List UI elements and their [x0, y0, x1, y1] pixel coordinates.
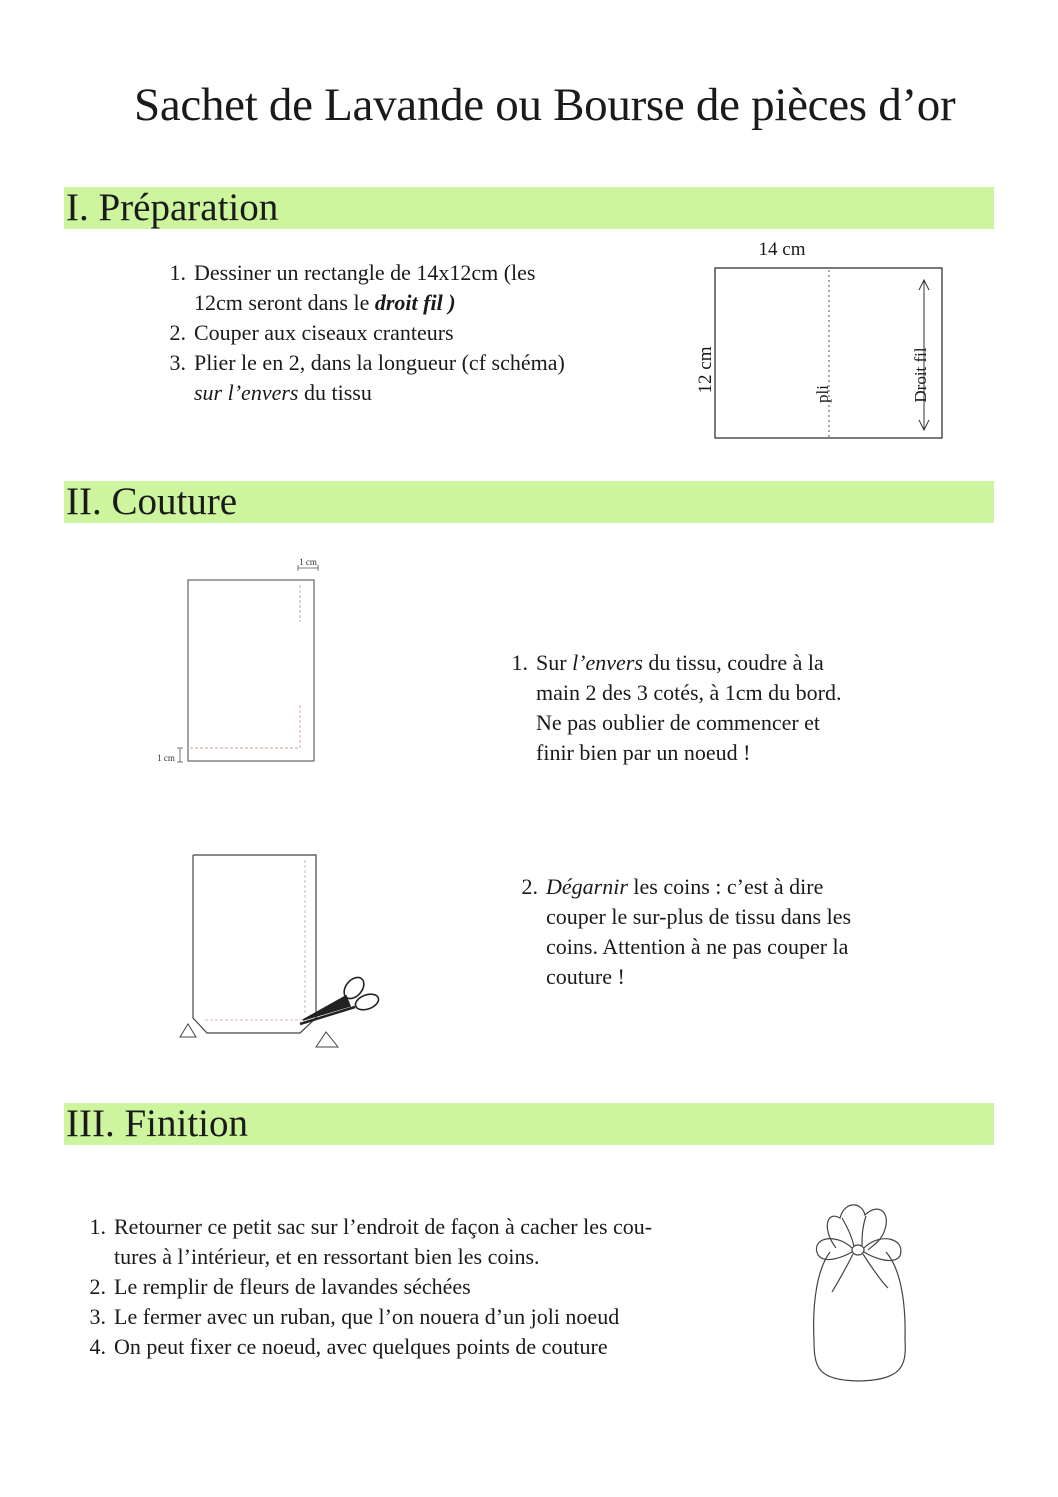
finition-step-1: 1. Retourner ce petit sac sur l’endroit de façon à cacher les cou-	[89, 1214, 653, 1239]
bottom-margin-label: 1 cm	[157, 753, 175, 763]
finition-step-2: 2. Le remplir de fleurs de lavandes séchées	[89, 1274, 471, 1299]
preparation-step-1: 1. Dessiner un rectangle de 14x12cm (les	[169, 260, 536, 285]
couture-step-1: 1. Sur l’envers du tissu, coudre à la main 2 des 3 cotés, à 1cm du bord. Ne pas oublier de commencer et finir bien par un noeud !	[511, 650, 842, 765]
width-label: 14 cm	[758, 239, 806, 260]
preparation-step-3: 3. Plier le en 2, dans la longueur (cf schéma)	[169, 350, 565, 375]
height-label: 12 cm	[695, 346, 716, 394]
top-margin-label: 1 cm	[299, 557, 317, 567]
page-title: Sachet de Lavande ou Bourse de pièces d’or	[134, 79, 956, 131]
finition-step-1-cont: tures à l’intérieur, et en ressortant bien les coins.	[114, 1244, 540, 1269]
finition-step-3: 3. Le fermer avec un ruban, que l’on nouera d’un joli noeud	[89, 1304, 620, 1329]
preparation-step-1-cont: 12cm seront dans le droit fil )	[194, 290, 456, 315]
finition-step-4: 4. On peut fixer ce noeud, avec quelques points de couture	[89, 1334, 608, 1359]
grain-label: Droit fil	[911, 347, 930, 403]
section-heading-preparation: I. Préparation	[66, 186, 279, 229]
couture-step-2: 2. Dégarnir les coins : c’est à dire couper le sur-plus de tissu dans les coins. Attention à ne pas couper la couture !	[521, 874, 852, 989]
fold-label: pli	[813, 385, 832, 403]
section-heading-couture: II. Couture	[66, 480, 238, 523]
preparation-step-2: 2. Couper aux ciseaux cranteurs	[169, 320, 454, 345]
preparation-step-3-cont: sur l’envers du tissu	[194, 380, 372, 405]
section-heading-finition: III. Finition	[66, 1102, 248, 1145]
